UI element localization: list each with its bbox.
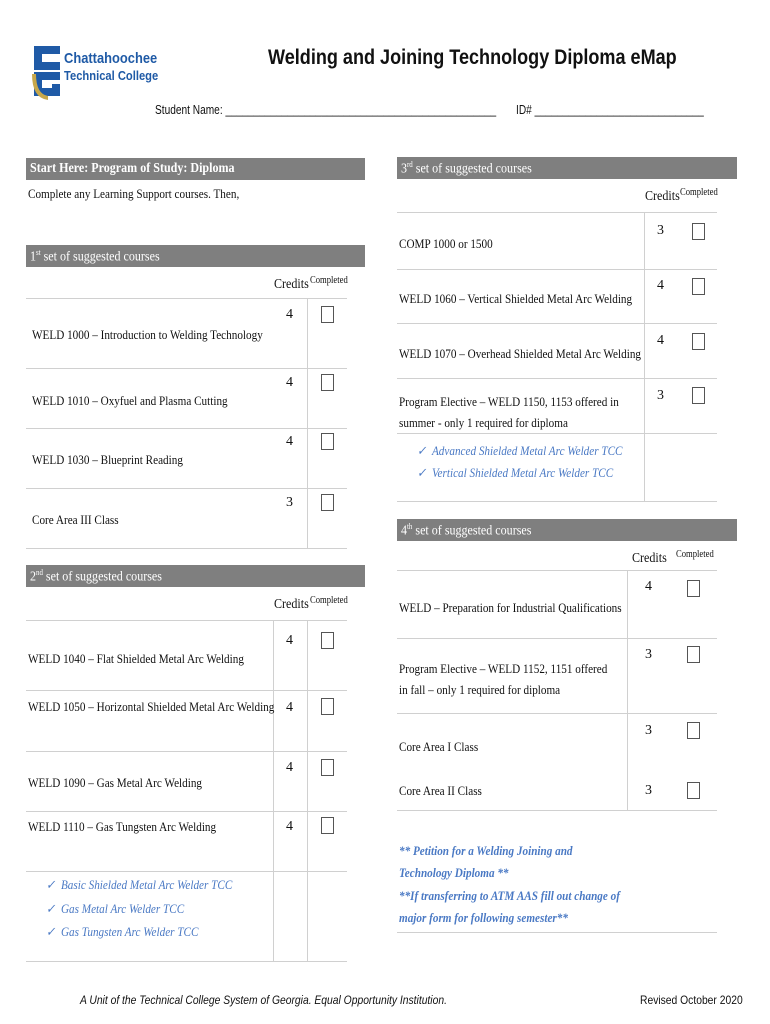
set3-course-4: Program Elective – WELD 1150, 1153 offered in summer - only 1 required for diploma [399,394,619,430]
checkbox[interactable] [687,722,700,739]
page-title: Welding and Joining Technology Diploma eMap [268,46,677,69]
set4-course-1: WELD – Preparation for Industrial Qualifications [399,600,622,615]
check-icon: ✓ [417,443,427,458]
checkbox[interactable] [687,646,700,663]
check-icon: ✓ [46,877,56,892]
set1-sup: st [36,248,41,257]
set3-header [397,157,737,179]
set4-sup: th [407,522,413,531]
set1-rest: set of suggested courses [40,249,160,265]
checkbox[interactable] [321,306,334,323]
set4-course-3: Core Area I Class [399,739,479,754]
set3-credit-4: 3 [657,388,664,403]
checkbox[interactable] [321,433,334,450]
set4-num: 4 [401,523,408,539]
set3-credit-1: 3 [657,223,664,238]
set4-credit-4: 3 [645,783,652,798]
footer-right: Revised October 2020 [640,993,743,1007]
set4-course-2: Program Elective – WELD 1152, 1151 offered in fall – only 1 required for diploma [399,661,608,697]
set3-completed-head: Completed [680,187,718,198]
set2-tcc-1: ✓ Basic Shielded Metal Arc Welder TCC [46,877,233,892]
set4-rest: set of suggested courses [412,523,532,539]
set3-course-2: WELD 1060 – Vertical Shielded Metal Arc Welding [399,291,633,306]
checkbox[interactable] [321,494,334,511]
set4-course-4: Core Area II Class [399,783,482,798]
check-icon: ✓ [417,465,427,480]
set4-credit-2: 3 [645,647,652,662]
set2-credit-3: 4 [286,760,293,775]
checkbox[interactable] [321,817,334,834]
set1-course-4: Core Area III Class [32,512,119,527]
checkbox[interactable] [692,223,705,240]
set1-num: 1 [30,249,37,265]
student-name-label: Student Name: ________________________________________________ [155,102,497,117]
set1-credit-4: 3 [286,495,293,510]
college-logo [30,40,160,102]
set3-tcc-2: ✓ Vertical Shielded Metal Arc Welder TCC [417,465,614,480]
checkbox[interactable] [321,374,334,391]
set3-credit-3: 4 [657,333,664,348]
set4-completed-head: Completed [676,549,714,560]
check-icon: ✓ [46,924,56,939]
checkbox[interactable] [321,698,334,715]
footer-left: A Unit of the Technical College System of Georgia. Equal Opportunity Institution. [80,993,447,1007]
checkbox[interactable] [687,580,700,597]
set3-course-1: COMP 1000 or 1500 [399,236,493,251]
set2-course-3: WELD 1090 – Gas Metal Arc Welding [28,775,203,790]
checkbox[interactable] [692,387,705,404]
checkbox[interactable] [321,759,334,776]
set2-credits-head: Credits [274,597,309,612]
set2-header [26,565,365,587]
start-here-header: Start Here: Program of Study: Diploma [26,158,365,180]
set1-course-1: WELD 1000 – Introduction to Welding Technology [32,327,263,342]
id-label: ID# ______________________________ [516,102,704,117]
set1-credit-3: 4 [286,434,293,449]
set3-rest: set of suggested courses [412,161,532,177]
set2-completed-head: Completed [310,595,348,606]
college-logo-icon [30,40,64,102]
checkbox[interactable] [687,782,700,799]
set2-credit-4: 4 [286,819,293,834]
set1-credit-1: 4 [286,307,293,322]
start-note: Complete any Learning Support courses. Then, [28,186,240,201]
set3-course-3: WELD 1070 – Overhead Shielded Metal Arc Welding [399,346,642,361]
set1-course-3: WELD 1030 – Blueprint Reading [32,452,183,467]
set3-tcc-1: ✓ Advanced Shielded Metal Arc Welder TCC [417,443,623,458]
set2-course-1: WELD 1040 – Flat Shielded Metal Arc Welding [28,651,244,666]
set2-rest: set of suggested courses [42,569,162,585]
set3-num: 3 [401,161,408,177]
set1-header [26,245,365,267]
set4-header [397,519,737,541]
checkbox[interactable] [692,333,705,350]
set2-tcc-3: ✓ Gas Tungsten Arc Welder TCC [46,924,199,939]
set2-course-4: WELD 1110 – Gas Tungsten Arc Welding [28,819,217,834]
set1-credits-head: Credits [274,277,309,292]
set4-credit-1: 4 [645,579,652,594]
set2-sup: nd [36,568,43,577]
logo-line1: Chattahoochee [64,50,158,67]
set2-course-2: WELD 1050 – Horizontal Shielded Metal Arc Welding [28,699,275,714]
set3-sup: rd [407,160,413,169]
set4-note-1: ** Petition for a Welding Joining and Technology Diploma ** [399,843,573,880]
checkbox[interactable] [321,632,334,649]
set3-credit-2: 4 [657,278,664,293]
set1-course-2: WELD 1010 – Oxyfuel and Plasma Cutting [32,393,228,408]
checkbox[interactable] [692,278,705,295]
set4-credits-head: Credits [632,551,667,566]
set2-tcc-2: ✓ Gas Metal Arc Welder TCC [46,901,185,916]
set2-credit-1: 4 [286,633,293,648]
set4-note-2: **If transferring to ATM AAS fill out change of major form for following semester** [399,888,620,925]
set3-credits-head: Credits [645,189,680,204]
check-icon: ✓ [46,901,56,916]
set4-credit-3: 3 [645,723,652,738]
set2-num: 2 [30,569,37,585]
set1-completed-head: Completed [310,275,348,286]
set2-credit-2: 4 [286,700,293,715]
logo-line2: Technical College [64,68,159,83]
set1-credit-2: 4 [286,375,293,390]
